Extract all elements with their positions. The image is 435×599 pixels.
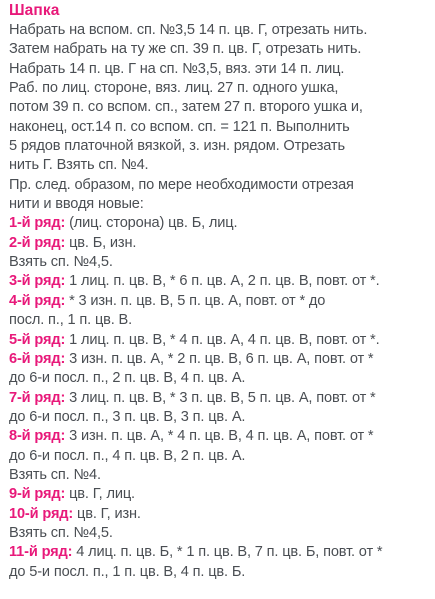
row-text: * 3 изн. п. цв. В, 5 п. цв. А, повт. от * до (65, 292, 326, 309)
row-text: нить Г. Взять сп. №4. (9, 157, 149, 174)
row-instruction-line (9, 427, 435, 446)
row-text: потом 39 п. со вспом. сп., затем 27 п. второго ушка и, (9, 99, 363, 116)
row-instruction-line (9, 543, 435, 562)
row-text: Набрать на вспом. сп. №3,5 14 п. цв. Г, отрезать нить. (9, 22, 368, 38)
row-text: 3 изн. п. цв. А, * 4 п. цв. В, 4 п. цв. А, повт. от * (65, 428, 374, 445)
row-label: 4-й ряд: (9, 292, 66, 309)
instruction-line (9, 98, 435, 117)
row-text: до 5-и посл. п., 1 п. цв. В, 4 п. цв. Б. (9, 563, 246, 580)
instruction-line (9, 447, 435, 466)
row-text: посл. п., 1 п. цв. В. (9, 312, 133, 329)
row-text: 4 лиц. п. цв. Б, * 1 п. цв. В, 7 п. цв. Б, повт. от * (72, 544, 383, 561)
instruction-line (9, 79, 435, 98)
row-text: цв. Г, изн. (73, 505, 141, 522)
row-text: Затем набрать на ту же сп. 39 п. цв. Г, отрезать нить. (9, 41, 362, 58)
row-text: до 6-и посл. п., 3 п. цв. В, 3 п. цв. А. (9, 408, 246, 425)
instruction-line (9, 369, 435, 388)
row-text: цв. Б, изн. (65, 234, 137, 251)
row-text: до 6-и посл. п., 2 п. цв. В, 4 п. цв. А. (9, 370, 246, 387)
row-instruction-line (9, 350, 435, 369)
row-text: 1 лиц. п. цв. В, * 4 п. цв. А, 4 п. цв. В, повт. от *. (65, 331, 380, 348)
row-text: цв. Г, лиц. (65, 486, 135, 503)
instruction-line (9, 195, 435, 214)
row-instruction-line (9, 505, 435, 524)
row-label: 2-й ряд: (9, 234, 66, 251)
instruction-line (9, 311, 435, 330)
instruction-line (9, 40, 435, 59)
instruction-line (9, 21, 435, 40)
row-label: 10-й ряд: (9, 505, 74, 522)
instruction-line (9, 253, 435, 272)
row-text: наконец, ост.14 п. со вспом. сп. = 121 п. Выполнить (9, 118, 350, 135)
row-text: 3 лиц. п. цв. В, * 3 п. цв. В, 5 п. цв. А, повт. от * (65, 389, 376, 406)
row-text: Взять сп. №4,5. (9, 524, 113, 541)
instruction-line (9, 137, 435, 156)
row-instruction-line (9, 292, 435, 311)
row-instruction-line (9, 214, 435, 233)
row-text: 1 лиц. п. цв. В, * 6 п. цв. А, 2 п. цв. В, повт. от *. (65, 273, 380, 290)
row-text: до 6-и посл. п., 4 п. цв. В, 2 п. цв. А. (9, 447, 246, 464)
row-text: Раб. по лиц. стороне, вяз. лиц. 27 п. одного ушка, (9, 80, 339, 97)
row-label: 9-й ряд: (9, 486, 66, 503)
row-instruction-line (9, 234, 435, 253)
instruction-line (9, 466, 435, 485)
row-text: (лиц. сторона) цв. Б, лиц. (65, 215, 238, 232)
instruction-line (9, 60, 435, 79)
instruction-line (9, 176, 435, 195)
row-text: Взять сп. №4. (9, 466, 101, 483)
row-text: нити и вводя новые: (9, 196, 144, 213)
instruction-line (9, 563, 435, 582)
instruction-line (9, 408, 435, 427)
row-label: 1-й ряд: (9, 215, 66, 232)
row-label: 3-й ряд: (9, 273, 66, 290)
section-title: Шапка (9, 2, 60, 19)
row-text: 3 изн. п. цв. А, * 2 п. цв. В, 6 п. цв. А, повт. от * (65, 350, 374, 367)
row-text: Пр. след. образом, по мере необходимости отрезая (9, 176, 354, 193)
row-instruction-line (9, 272, 435, 291)
row-instruction-line (9, 331, 435, 350)
instruction-line (9, 156, 435, 175)
instruction-line (9, 524, 435, 543)
row-text: Набрать 14 п. цв. Г на сп. №3,5, вяз. эти 14 п. лиц. (9, 60, 345, 77)
instruction-line (9, 118, 435, 137)
row-instruction-line (9, 389, 435, 408)
row-label: 6-й ряд: (9, 350, 66, 367)
row-label: 8-й ряд: (9, 428, 66, 445)
row-label: 11-й ряд: (9, 544, 73, 561)
instructions-body (9, 21, 435, 582)
row-instruction-line (9, 485, 435, 504)
row-label: 7-й ряд: (9, 389, 66, 406)
row-text: Взять сп. №4,5. (9, 254, 113, 271)
row-text: 5 рядов платочной вязкой, з. изн. рядом. Отрезать (9, 138, 345, 155)
row-label: 5-й ряд: (9, 331, 66, 348)
